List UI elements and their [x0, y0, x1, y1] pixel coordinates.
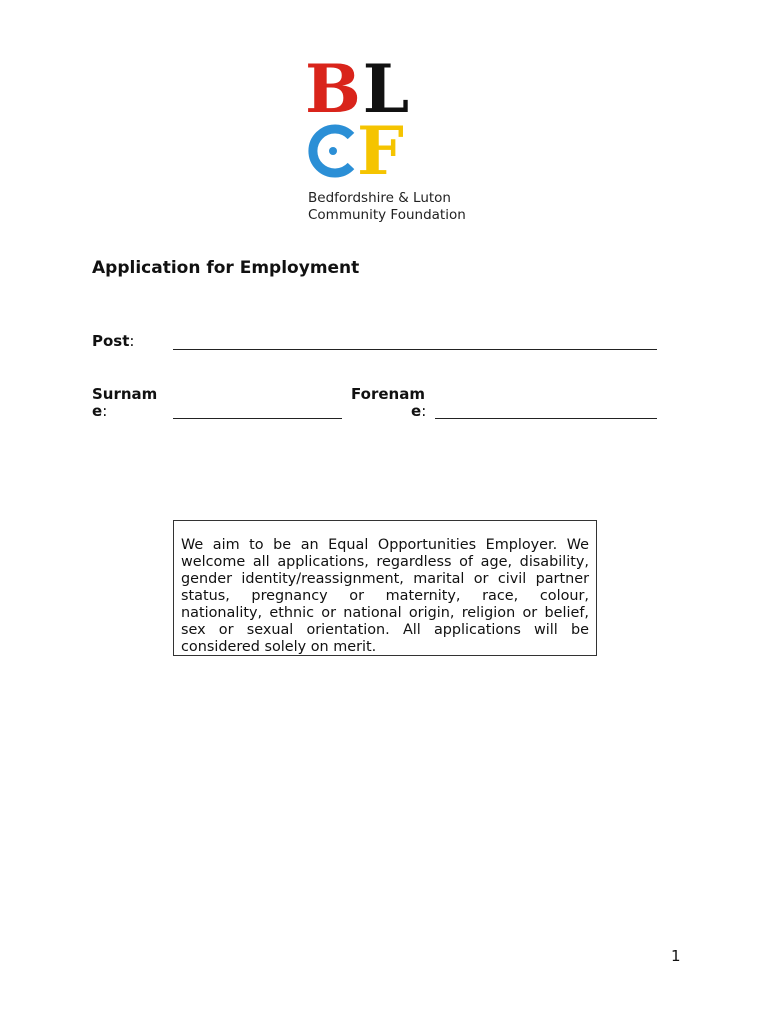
equal-opportunities-text: We aim to be an Equal Opportunities Employer. We welcome all applications, regardless of age, disability, gender identity/reassignment, marital or civil partner status, pregnancy or maternity, race, colour, nationality, ethnic or national origin, religion or belief, sex or sexual orientation. All applications will be considered solely on merit. — [181, 537, 589, 655]
logo-letter-b: B — [305, 50, 361, 128]
logo-bottom-row — [305, 112, 485, 190]
page-number: 1 — [671, 947, 681, 965]
forename-input-line[interactable] — [435, 418, 657, 419]
logo-tagline-line1: Bedfordshire & Luton — [308, 190, 451, 206]
surname-input-line[interactable] — [173, 418, 342, 419]
forename-label-continued — [411, 403, 426, 420]
logo-tagline — [308, 190, 485, 224]
forename-label-colon: : — [421, 402, 427, 420]
post-input-line[interactable] — [173, 349, 657, 350]
logo-c-icon — [305, 120, 359, 182]
logo-letter-f: F — [357, 112, 404, 190]
logo-letter-c — [305, 120, 355, 182]
post-label — [92, 333, 134, 350]
forename-label-line2: e — [411, 402, 422, 420]
forename-label — [351, 386, 425, 403]
equal-opportunities-box — [173, 520, 597, 656]
surname-label-colon: : — [102, 402, 108, 420]
surname-label-line2: e — [92, 402, 103, 420]
surname-label-line1: Surnam — [92, 385, 158, 403]
surname-label — [92, 386, 157, 403]
post-label-colon: : — [129, 332, 135, 350]
logo-top-row — [305, 50, 485, 128]
logo-letter-l: L — [362, 50, 410, 128]
blcf-logo — [305, 50, 485, 228]
logo-tagline-line2: Community Foundation — [308, 207, 466, 223]
page-title: Application for Employment — [92, 258, 360, 278]
surname-label-continued — [92, 403, 107, 420]
post-label-text: Post — [92, 332, 130, 350]
forename-label-line1: Forenam — [351, 385, 425, 403]
